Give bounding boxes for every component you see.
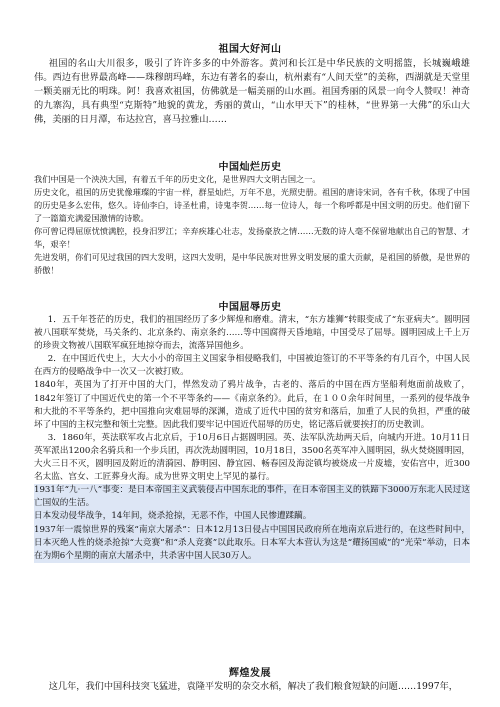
section-body-development [34, 680, 470, 694]
section-body-glorious-history [34, 173, 470, 277]
highlighted-paragraph: 日本发动侵华战争，14年间，烧杀抢掠，无恶不作，中国人民惨遭蹂躏。 [34, 510, 470, 523]
paragraph: 我们中国是一个泱泱大国，有着五千年的历史文化，是世界四大文明古国之一。 [34, 174, 321, 184]
section-body-landscape [34, 57, 470, 127]
section-title-humiliation-history: 中国屈辱历史 [218, 302, 282, 313]
paragraph: 1．五千年苍茫的历史，我们的祖国经历了多少辉煌和磨难。清末，“东方雄狮”转眼变成了“东亚病夫”。圆明园被八国联军焚烧，马关条约、北京条约、南京条约……等中国腐得天昏地暗，中国受尽了屈辱。圆明园成上千上万的珍贵文物被八国联军疯狂地掠夺而去，流落异国他乡。 [34, 315, 470, 352]
paragraph: 这几年，我们中国科技突飞猛进，袁隆平发明的杂交水稻，解决了我们粮食短缺的问题……1997年， [48, 681, 458, 692]
paragraph: 历史文化，祖国的历史犹像璀璨的宇宙一样，群星灿烂，万年不息，光照史册。祖国的唐诗宋词，各有千秋，体现了中国的历史是多么宏伟，悠久。诗仙李白，诗圣杜甫，诗鬼李贺……每一位诗人，每一个称呼都是中国文明的历史。他们留下了一篇篇充满爱国激情的诗歌。 [34, 187, 470, 223]
highlighted-paragraph: 1931年“九·一八”事变：是日本帝国主义武装侵占中国东北的事件，在日本帝国主义的铁蹄下3000万东北人民过这亡国奴的生活。 [34, 484, 470, 510]
highlighted-paragraph: 1937年一震惊世界的残案“南京大屠杀”：日本12月13日侵占中国国民政府所在地南京后进行的，在这些时间中，日本灭绝人性的烧杀抢掠“大竞赛”和“杀人竞赛”以此取乐。日本军大本营认为这是“耀扬国威”的“光荣”举动，日本在为期6个星期的南京大屠杀中，共杀害中国人民30万人。 [34, 524, 470, 563]
paragraph: 你可曾记得屈原忧愤满腔，投身汨罗江；辛弃疾雄心壮志，发扬豪放之情……无数的诗人毫不保留地献出自己的智慧、才华，艰辛！ [34, 226, 470, 249]
section-title-glorious-history: 中国灿烂历史 [218, 162, 282, 173]
paragraph: 1840年，英国为了打开中国的大门，悍然发动了鸦片战争，古老的、落后的中国在西方坚船利炮面前战败了，1842年签订了中国近代史的第一个不平等条约——《南京条约》。此后，在１００余年时间里，一系列的侵华战争和大批的不平等条约，把中国推向灾难屈辱的深渊，造成了近代中国的贫穷和落后，加重了人民的负担，严重的破坏了中国的主权完整和领土完整。因此我们要牢记中国近代屈辱的历史，铭记落后就要挨打的历史教训。 [34, 380, 470, 430]
paragraph: 3．1860年，英法联军攻占北京后，于10月6日占据圆明园。英、法军队洗劫两天后，向城内开进。10月11日英军派出1200余名骑兵和一个步兵团，再次洗劫圆明园，10月18日，3500名英军冲入圆明园，纵火焚烧圆明园，大火三日不灭，圆明园及附近的清漪园、静明园、静宜园、畅春园及海淀镇均被烧成一片废墟，安佑宫中，近300名太监、宫女、工匠葬身火海。成为世界文明史上罕见的暴行。 [34, 432, 470, 483]
paragraph: 2．在中国近代史上，大大小小的帝国主义国家争相侵略我们，中国被迫签订的不平等条约有几百个，中国人民在西方的侵略战争中一次又一次被打败。 [34, 354, 470, 378]
paragraph: 祖国的名山大川很多，吸引了许许多多的中外游客。黄河和长江是中华民族的文明摇篮，长城巍峨雄伟。西边有世界最高峰——珠穆朗玛峰，东边有著名的泰山，杭州素有“人间天堂”的美称，西湖就是天堂里一颗美丽无比的明珠。阿！我喜欢祖国，仿佛就是一幅美丽的山水画。祖国秀丽的风景一向令人赞叹！神奇的九寨沟，具有典型“克斯特”地貌的黄龙，秀丽的黄山，“山水甲天下”的桂林，“世界第一大佛”的乐山大佛，美丽的日月潭，布达拉宫，喜马拉雅山…… [34, 58, 470, 125]
section-title-landscape: 祖国大好河山 [218, 44, 282, 55]
section-title-development: 辉煌发展 [229, 668, 271, 679]
paragraph: 先进发明，你们可见过我国的四大发明，这四大发明，是中华民族对世界文明发展的重大贡献，是祖国的骄傲，是世界的骄傲！ [34, 252, 470, 275]
section-body-humiliation-history [34, 314, 470, 563]
